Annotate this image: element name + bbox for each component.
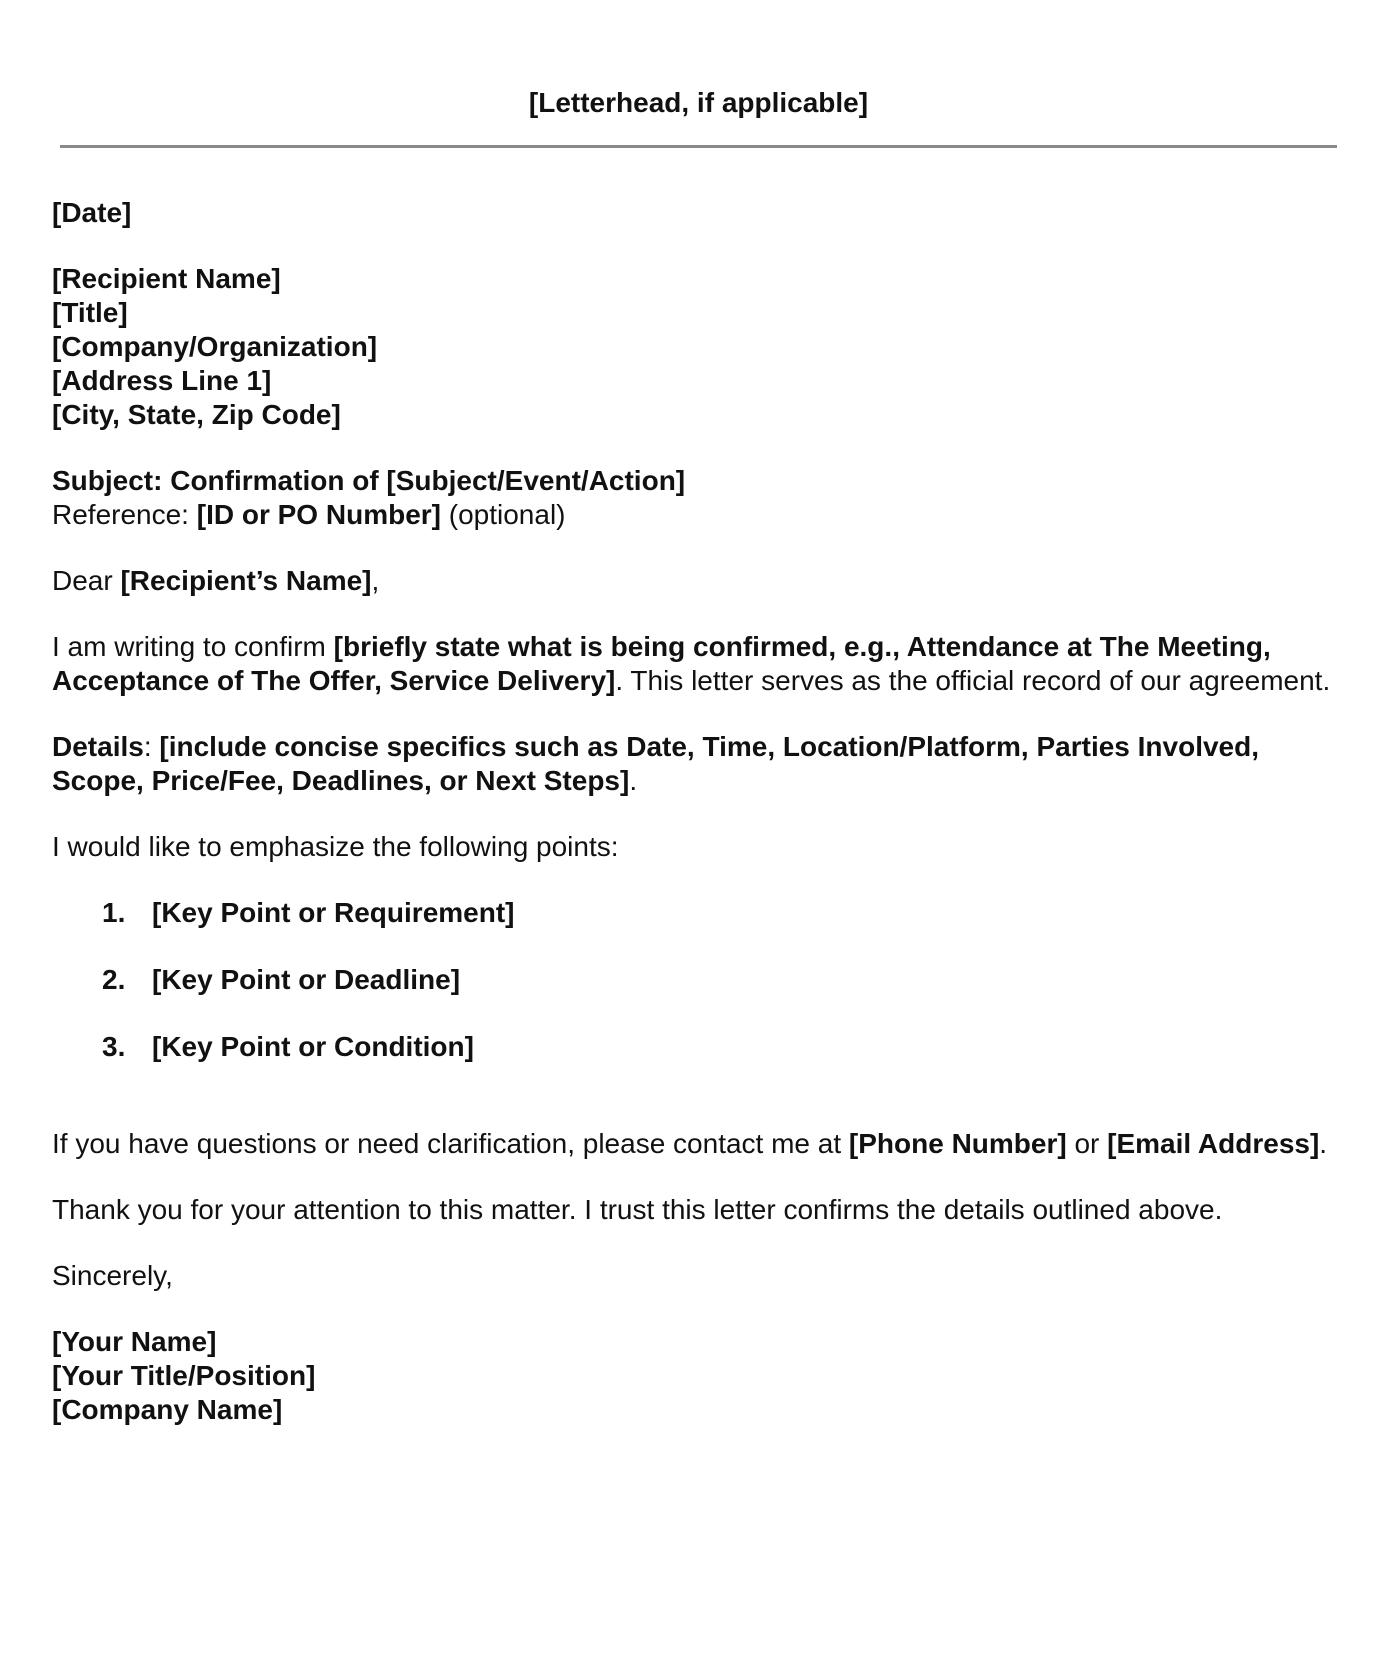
salutation-name: [Recipient’s Name] xyxy=(120,565,372,596)
details-paragraph xyxy=(52,730,1352,798)
list-item-text: [Key Point or Requirement] xyxy=(152,897,515,928)
intro-suffix: . This letter serves as the official record of our agreement. xyxy=(615,665,1331,696)
date xyxy=(52,196,1352,230)
recipient-name: [Recipient Name] xyxy=(52,263,281,294)
intro-bold: [briefly state what is being confirmed, e.g., Attendance at The Meeting, Acceptance of The Offer, Service Delivery] xyxy=(52,631,1271,696)
contact-middle: or xyxy=(1066,1128,1108,1159)
details-suffix: . xyxy=(629,765,638,796)
salutation-suffix: , xyxy=(371,565,380,596)
signature-company: [Company Name] xyxy=(52,1394,283,1425)
letterhead: [Letterhead, if applicable] xyxy=(528,87,869,118)
recipient-address-line-1: [Address Line 1] xyxy=(52,365,272,396)
intro-prefix: I am writing to confirm xyxy=(52,631,334,662)
reference-value: [ID or PO Number] xyxy=(196,499,441,530)
subject-line: Subject: Confirmation of [Subject/Event/Action] xyxy=(52,465,686,496)
details-bold: [include concise specifics such as Date, Time, Location/Platform, Parties Involved, Scope, Price/Fee, Deadlines, or Next Steps] xyxy=(52,731,1260,796)
list-item-number: 2. xyxy=(102,964,126,995)
contact-suffix: . xyxy=(1319,1128,1328,1159)
contact-paragraph xyxy=(52,1127,1352,1161)
reference-suffix: (optional) xyxy=(440,499,566,530)
list-item-text: [Key Point or Condition] xyxy=(152,1031,474,1062)
recipient-city-state-zip: [City, State, Zip Code] xyxy=(52,399,341,430)
salutation-prefix: Dear xyxy=(52,565,121,596)
letter-body xyxy=(52,196,1352,1427)
recipient-title: [Title] xyxy=(52,297,128,328)
contact-phone: [Phone Number] xyxy=(848,1128,1067,1159)
reference-line xyxy=(52,498,1352,532)
closing: Sincerely, xyxy=(52,1260,173,1291)
letterhead-divider xyxy=(60,145,1337,148)
contact-email: [Email Address] xyxy=(1107,1128,1320,1159)
key-points-list xyxy=(52,896,1352,1064)
recipient-company: [Company/Organization] xyxy=(52,331,378,362)
list-item-number: 3. xyxy=(102,1031,126,1062)
recipient-block xyxy=(52,262,1352,432)
emphasis-intro: I would like to emphasize the following points: xyxy=(52,831,619,862)
list-item-text: [Key Point or Deadline] xyxy=(152,964,461,995)
list-item-number: 1. xyxy=(102,897,126,928)
list-item xyxy=(52,963,1352,997)
date-text: [Date] xyxy=(52,197,132,228)
details-colon: : xyxy=(143,731,160,762)
contact-prefix: If you have questions or need clarification, please contact me at xyxy=(52,1128,849,1159)
intro-paragraph xyxy=(52,630,1352,698)
reference-label: Reference: xyxy=(52,499,197,530)
signature-title: [Your Title/Position] xyxy=(52,1360,316,1391)
salutation xyxy=(52,564,1352,598)
signature-name: [Your Name] xyxy=(52,1326,217,1357)
thanks-paragraph: Thank you for your attention to this matter. I trust this letter confirms the details outlined above. xyxy=(52,1194,1223,1225)
list-item xyxy=(52,896,1352,930)
details-label: Details xyxy=(52,731,144,762)
signature-block xyxy=(52,1325,1352,1427)
list-item xyxy=(52,1030,1352,1064)
